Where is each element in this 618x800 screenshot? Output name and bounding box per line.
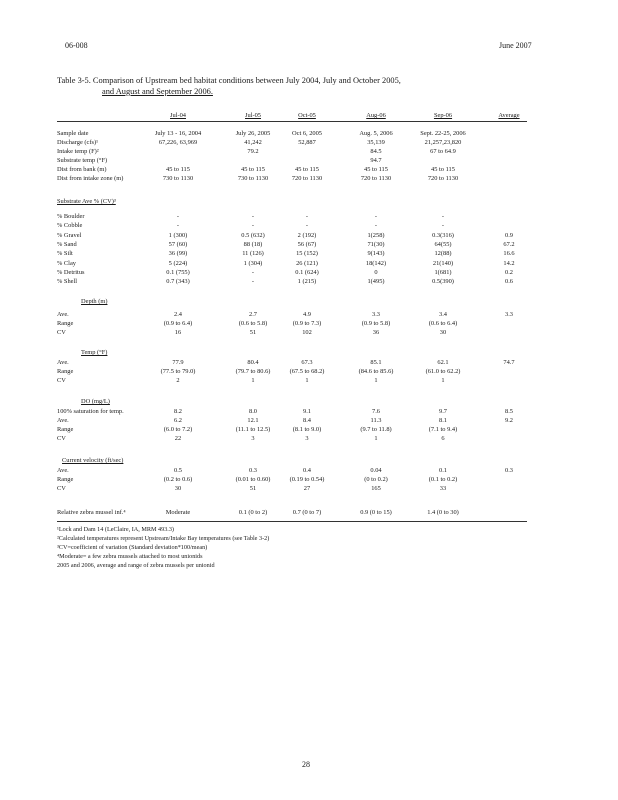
substrate-cell: 67.2 — [503, 240, 515, 248]
substrate-row-label: % Boulder — [57, 213, 85, 220]
substrate-cell: 0.3(316) — [432, 231, 454, 239]
do-cell: 22 — [174, 435, 182, 442]
do-row-label: Ave. — [57, 417, 69, 424]
substrate-row-label: % Silt — [57, 250, 73, 258]
substrate-cell: 0.2 — [505, 268, 513, 276]
section-title-substrate: Substrate Ave % (CV)³ — [57, 198, 116, 205]
do-cell: 9.1 — [303, 408, 311, 415]
substrate-cell: 1(681) — [434, 268, 452, 276]
do-cell: 8.4 — [303, 417, 311, 424]
col-header-oct05: Oct-05 — [298, 112, 316, 119]
report-date: June 2007 — [499, 41, 532, 50]
substrate-cell: 1 (215) — [297, 278, 317, 286]
do-cell: 3 — [251, 435, 255, 442]
section-title-temp: Temp (°F) — [81, 349, 108, 356]
footnote-3: ³CV=coefficient of variation (Standard deviation*100/mean) — [57, 544, 208, 551]
depth-row-label: Range — [57, 320, 74, 327]
substrate-cell: - — [176, 213, 180, 220]
substrate-cell: 1 (304) — [243, 259, 263, 267]
do-cell: (8.1 to 9.0) — [292, 426, 322, 433]
col-header-jul04: Jul-04 — [170, 112, 186, 119]
substrate-cell: 64(55) — [434, 240, 452, 248]
do-cell: 9.7 — [439, 408, 447, 415]
footnote-4: ⁴Moderate= a few zebra mussels attached to most unionids — [57, 553, 203, 560]
temp-cell: (84.6 to 85.6) — [358, 368, 394, 375]
substrate-row-label: % Shell — [57, 278, 78, 286]
substrate-row-label: % Clay — [57, 259, 76, 267]
substrate-cell: 56 (67) — [297, 240, 317, 248]
table-caption-line1: Table 3-5. Comparison of Upstream bed habitat conditions between July 2004, July and October 2005, — [57, 76, 401, 85]
col-header-average: Average — [498, 112, 520, 119]
temp-cell: 77.9 — [172, 359, 184, 366]
substrate-cell: 0.6 — [505, 278, 513, 286]
substrate-cell: - — [176, 222, 180, 230]
substrate-cell: 12(88) — [434, 250, 452, 258]
depth-cell: 2.7 — [249, 311, 257, 318]
depth-cell: 36 — [372, 329, 380, 336]
do-cell: 7.6 — [372, 408, 380, 415]
velocity-cell: 0.04 — [370, 467, 382, 474]
substrate-cell: 0.7 (343) — [166, 278, 190, 286]
do-cell: 6 — [441, 435, 445, 442]
velocity-cell: (0.01 to 0.60) — [235, 476, 271, 483]
do-row-label: 100% saturation for temp. — [57, 408, 124, 415]
temp-cell: 80.4 — [247, 359, 259, 366]
do-cell: 3 — [305, 435, 309, 442]
substrate-cell: 1(258) — [367, 231, 385, 239]
do-cell: 6.2 — [174, 417, 182, 424]
footnote-5: 2005 and 2006, average and range of zebra mussels per unionid — [57, 562, 215, 569]
substrate-row-label: % Gravel — [57, 231, 82, 239]
temp-cell: 1 — [374, 377, 378, 384]
substrate-cell: - — [374, 213, 378, 220]
temp-row-label: Ave. — [57, 359, 69, 366]
temp-cell: 1 — [441, 377, 445, 384]
substrate-cell: 21(140) — [432, 259, 454, 267]
temp-cell: 67.3 — [301, 359, 313, 366]
substrate-cell: 2 (192) — [297, 231, 317, 239]
substrate-cell: 57 (60) — [168, 240, 188, 248]
substrate-cell: 5 (224) — [168, 259, 188, 267]
temp-cell: 85.1 — [370, 359, 382, 366]
report-id: 06-008 — [65, 41, 88, 50]
substrate-cell: - — [251, 213, 255, 220]
substrate-cell: 0.1 (624) — [295, 268, 319, 276]
substrate-cell: - — [441, 213, 445, 220]
substrate-cell: 0.9 — [505, 231, 513, 239]
velocity-cell: (0 to 0.2) — [364, 476, 388, 483]
temp-cell: 74.7 — [503, 359, 515, 366]
velocity-cell: 33 — [439, 485, 447, 492]
depth-cell: 3.4 — [439, 311, 447, 318]
temp-cell: 62.1 — [437, 359, 449, 366]
substrate-cell: 9(143) — [367, 250, 385, 258]
velocity-cell: 165 — [371, 485, 381, 492]
substrate-cell: 15 (152) — [296, 250, 318, 258]
footnote-1: ¹Lock and Dam 14 (LeClaire, IA, MRM 493.3) — [57, 526, 174, 533]
temp-cell: (79.7 to 80.6) — [235, 368, 271, 375]
velocity-cell: 27 — [303, 485, 311, 492]
depth-cell: 51 — [249, 329, 257, 336]
do-row-label: Range — [57, 426, 74, 433]
substrate-row-label: % Detritus — [57, 268, 85, 276]
depth-row-label: Ave. — [57, 311, 69, 318]
velocity-cell: 0.1 — [439, 467, 447, 474]
velocity-cell: (0.2 to 0.6) — [163, 476, 193, 483]
velocity-cell: (0.1 to 0.2) — [428, 476, 458, 483]
depth-cell: 2.4 — [174, 311, 182, 318]
do-cell: 8.5 — [505, 408, 513, 415]
do-cell: (11.1 to 12.5) — [235, 426, 271, 433]
velocity-cell: 0.4 — [303, 467, 311, 474]
substrate-cell: - — [374, 222, 378, 230]
substrate-cell: 0.5(390) — [432, 278, 454, 286]
substrate-cell: - — [305, 222, 309, 230]
substrate-cell: - — [441, 222, 445, 230]
substrate-cell: 1 (300) — [168, 231, 188, 239]
substrate-row-label: % Cobble — [57, 222, 83, 230]
substrate-cell: 1(495) — [367, 278, 385, 286]
velocity-row-label: Ave. — [57, 467, 69, 474]
substrate-cell: - — [251, 278, 255, 286]
substrate-row-label: % Sand — [57, 240, 77, 248]
substrate-cell: 16.6 — [503, 250, 515, 258]
temp-cell: 1 — [251, 377, 255, 384]
do-cell: 8.2 — [174, 408, 182, 415]
velocity-cell: 51 — [249, 485, 257, 492]
velocity-row-label: Range — [57, 476, 74, 483]
depth-row-label: CV — [57, 329, 66, 336]
header-rule — [57, 121, 527, 122]
do-row-label: CV — [57, 435, 66, 442]
depth-cell: (0.9 to 7.3) — [292, 320, 322, 327]
velocity-cell: (0.19 to 0.54) — [289, 476, 325, 483]
substrate-cell: 11 (126) — [242, 250, 264, 258]
substrate-cell: 71(30) — [367, 240, 385, 248]
section-title-velocity: Current velocity (ft/sec) — [62, 457, 124, 464]
substrate-cell: 88 (18) — [243, 240, 263, 248]
section-title-do: DO (mg/L) — [81, 398, 110, 405]
velocity-cell: 30 — [174, 485, 182, 492]
depth-cell: 16 — [174, 329, 182, 336]
depth-cell: (0.9 to 6.4) — [163, 320, 193, 327]
velocity-cell: 0.5 — [174, 467, 182, 474]
depth-cell: 30 — [439, 329, 447, 336]
temp-row-label: Range — [57, 368, 74, 375]
temp-cell: (67.5 to 68.2) — [289, 368, 325, 375]
substrate-cell: 26 (121) — [296, 259, 318, 267]
depth-cell: (0.6 to 6.4) — [428, 320, 458, 327]
depth-cell: (0.6 to 5.8) — [238, 320, 268, 327]
page-number: 28 — [302, 760, 310, 769]
temp-cell: (77.5 to 79.0) — [160, 368, 196, 375]
do-cell: 9.2 — [505, 417, 513, 424]
do-cell: (9.7 to 11.8) — [360, 426, 392, 433]
table-caption-line2: and August and September 2006. — [102, 87, 213, 96]
temp-cell: (61.0 to 62.2) — [425, 368, 461, 375]
section-title-depth: Depth (m) — [81, 298, 108, 305]
velocity-cell: 0.3 — [249, 467, 257, 474]
velocity-row-label: CV — [57, 485, 66, 492]
substrate-cell: 14.2 — [503, 259, 515, 267]
col-header-aug06: Aug-06 — [366, 112, 386, 119]
depth-cell: 3.3 — [372, 311, 380, 318]
substrate-cell: 0.5 (632) — [241, 231, 265, 239]
depth-cell: 102 — [302, 329, 312, 336]
footnote-2: ²Calculated temperatures represent Upstream/Intake Bay temperatures (see Table 3-2) — [57, 535, 270, 542]
substrate-cell: 36 (99) — [168, 250, 188, 258]
substrate-cell: - — [305, 213, 309, 220]
depth-cell: 3.3 — [505, 311, 513, 318]
col-header-jul05: Jul-05 — [245, 112, 261, 119]
substrate-cell: 0 — [374, 268, 378, 276]
temp-cell: 1 — [305, 377, 309, 384]
substrate-cell: - — [251, 222, 255, 230]
table-bottom-rule — [57, 521, 527, 522]
do-cell: 12.1 — [247, 417, 259, 424]
do-cell: (6.0 to 7.2) — [163, 426, 193, 433]
do-cell: 8.1 — [439, 417, 447, 424]
substrate-cell: - — [251, 268, 255, 276]
do-cell: 8.0 — [249, 408, 257, 415]
temp-cell: 2 — [176, 377, 180, 384]
substrate-cell: 18(142) — [365, 259, 387, 267]
substrate-cell: 0.1 (755) — [166, 268, 190, 276]
depth-cell: 4.9 — [303, 311, 311, 318]
do-cell: 11.3 — [370, 417, 382, 424]
depth-cell: (0.9 to 5.8) — [361, 320, 391, 327]
col-header-sep06: Sep-06 — [433, 112, 453, 119]
do-cell: (7.1 to 9.4) — [428, 426, 458, 433]
velocity-cell: 0.3 — [505, 467, 513, 474]
temp-row-label: CV — [57, 377, 66, 384]
do-cell: 1 — [374, 435, 378, 442]
